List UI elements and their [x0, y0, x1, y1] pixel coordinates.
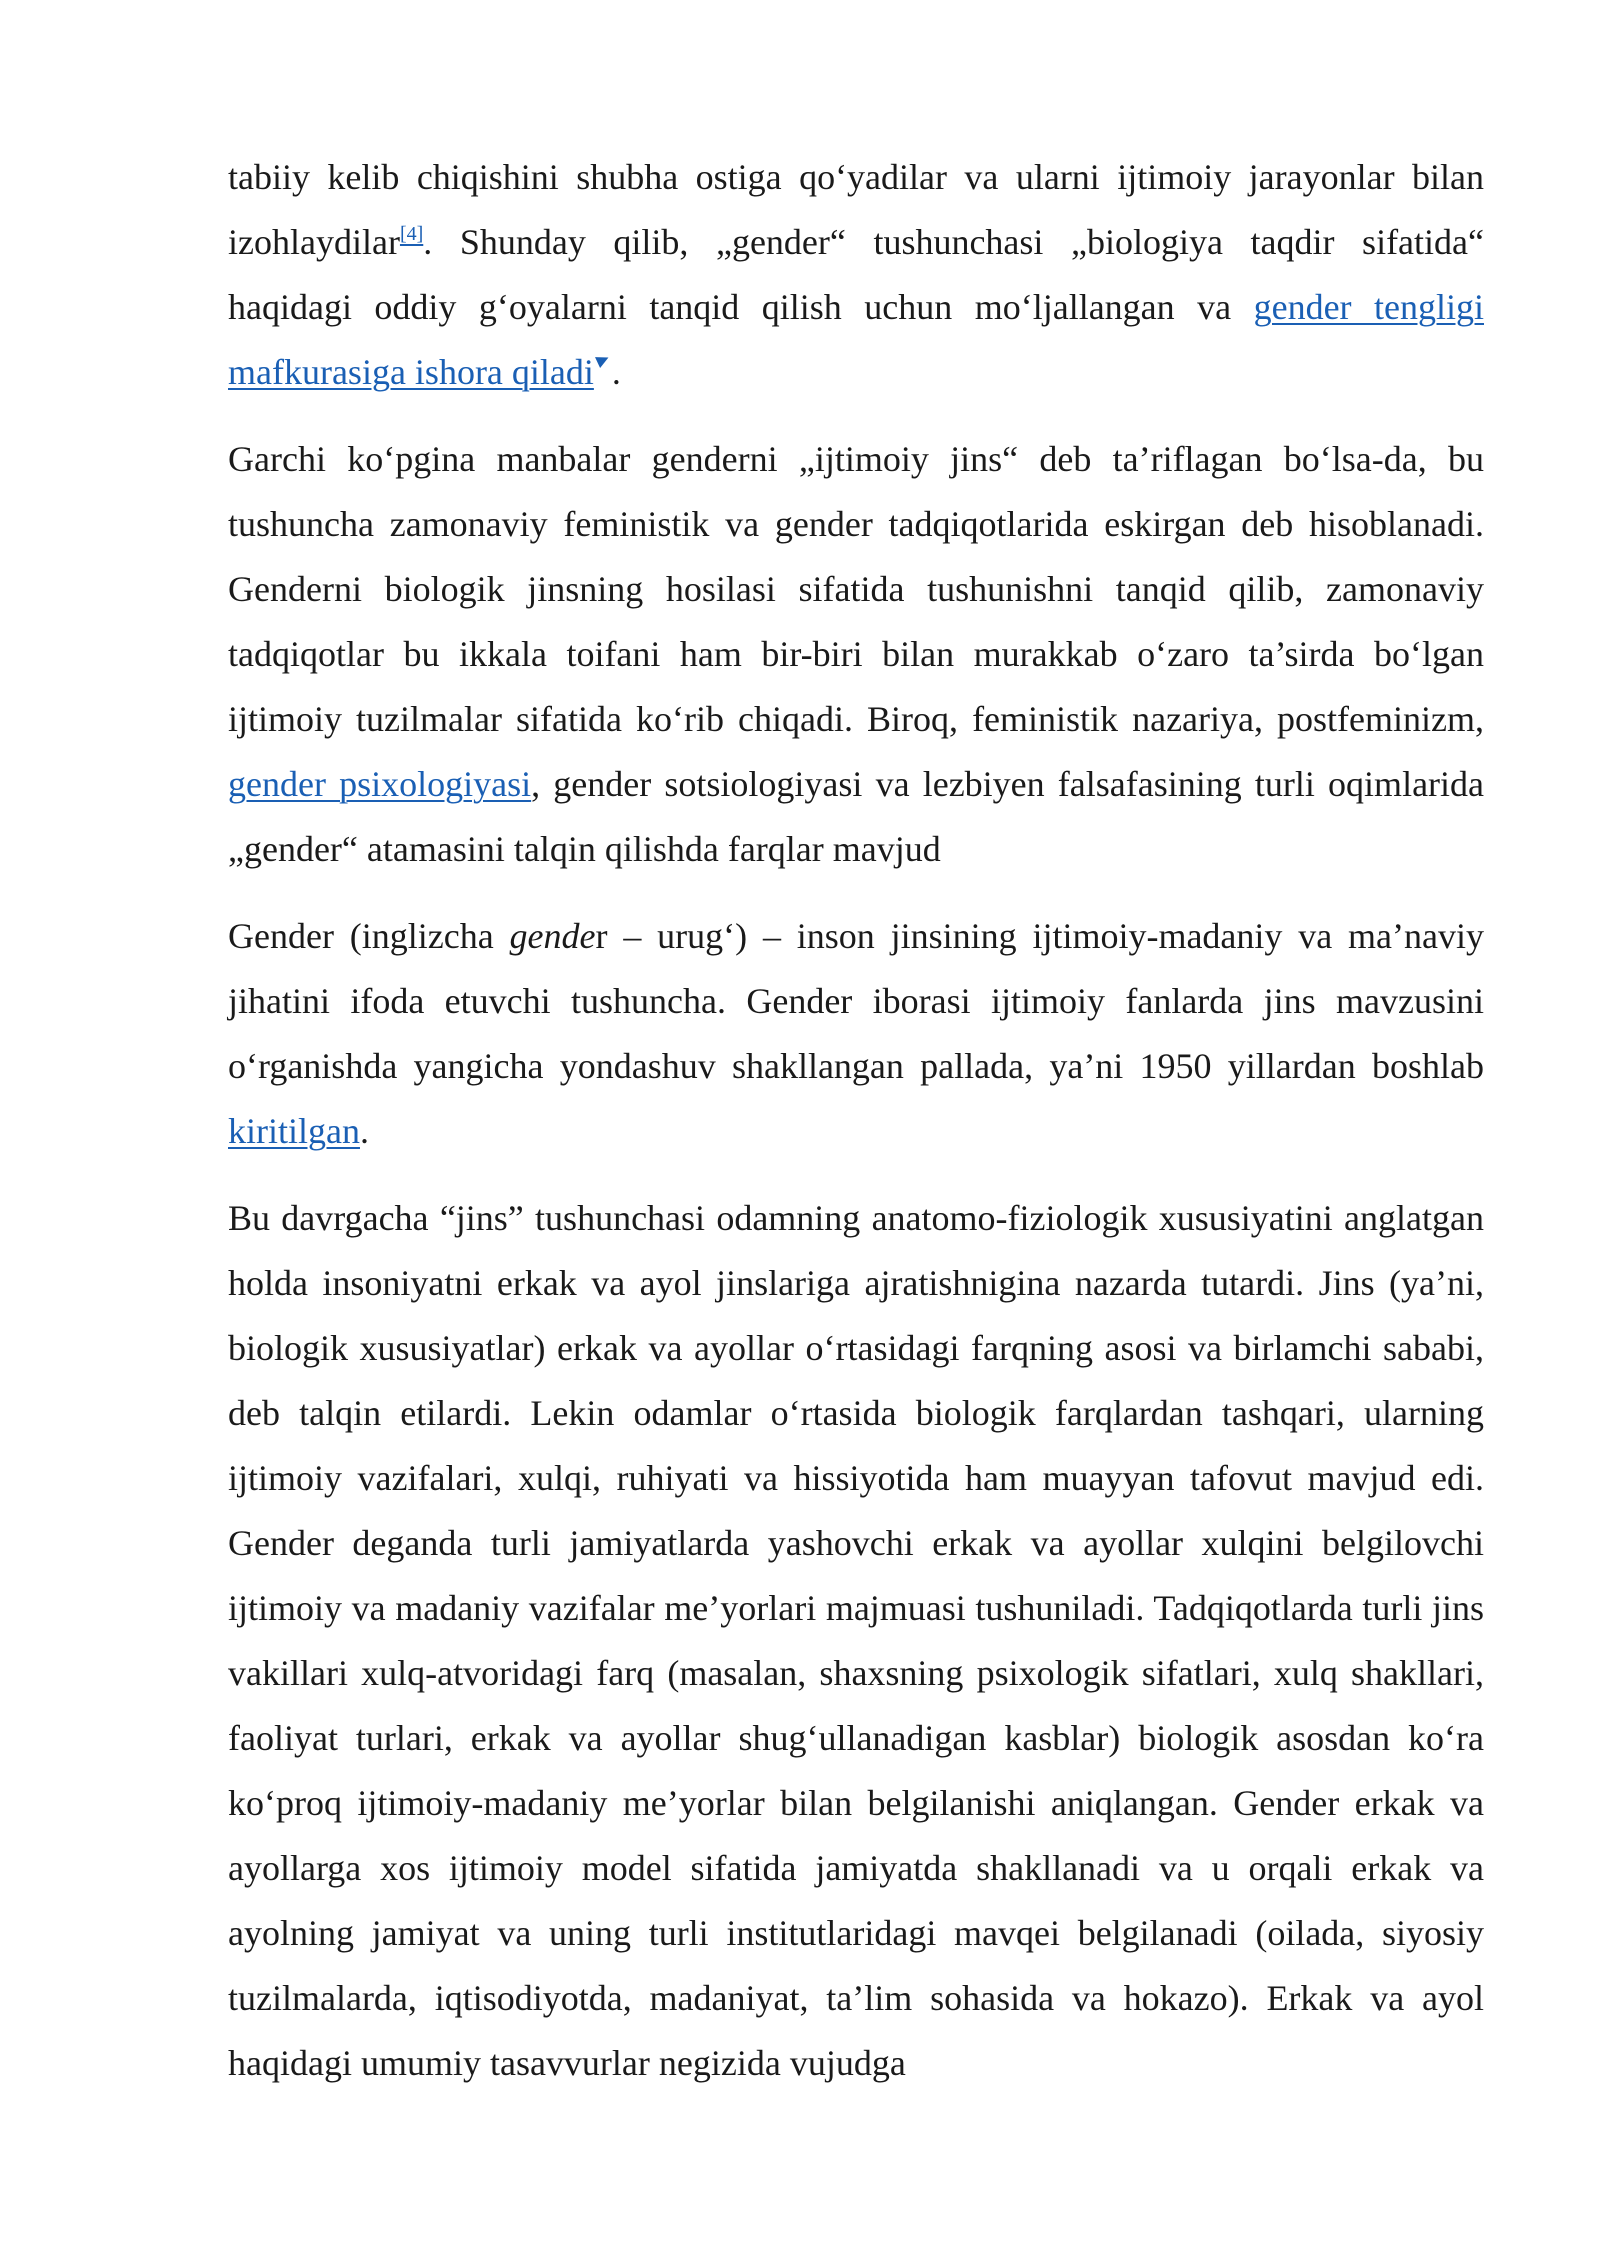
paragraph-1-text-a: tabiiy kelib chiqishini shubha ostiga qo‘yadilar va ularni ijtimoiy jarayonlar bilan izohlaydilar — [228, 157, 1484, 262]
paragraph-1-text-c: . — [611, 352, 621, 392]
paragraph-3-text-a: Gender (inglizcha — [228, 916, 510, 956]
paragraph-3 — [228, 904, 1484, 1164]
gender-word-italic: gende — [509, 916, 596, 956]
paragraph-4 — [228, 1186, 1484, 2096]
document-page — [228, 145, 1484, 2118]
footnote-ref-4[interactable]: [4] — [399, 223, 424, 245]
paragraph-1-text-b: . Shunday qilib, „gender“ tushunchasi „biologiya taqdir sifatida“ haqidagi oddiy g‘oyalarni tanqid qilish uchun mo‘ljallangan va — [228, 222, 1484, 327]
paragraph-2-text-a: Garchi ko‘pgina manbalar genderni „ijtimoiy jins“ deb ta’riflagan bo‘lsa-da, bu tushuncha zamonaviy feministik va gender tadqiqotlarida eskirgan deb hisoblanadi. Genderni biologik jinsning hosilasi sifatida tushunishni tanqid qilib, zamonaviy tadqiqotlar bu ikkala toifani ham bir-biri bilan murakkab o‘zaro ta’sirda bo‘lgan ijtimoiy tuzilmalar sifatida ko‘rib chiqadi. Biroq, feministik nazariya, postfeminizm, — [228, 439, 1484, 739]
paragraph-2 — [228, 427, 1484, 882]
paragraph-4-text: Bu davrgacha “jins” tushunchasi odamning anatomo-fiziologik xususiyatini anglatgan holda insoniyatni erkak va ayol jinslariga ajratishnigina nazarda tutardi. Jins (ya’ni, biologik xususiyatlar) erkak va ayollar o‘rtasidagi farqning asosi va birlamchi sababi, deb talqin etilardi. Lekin odamlar o‘rtasida biologik farqlardan tashqari, ularning ijtimoiy vazifalari, xulqi, ruhiyati va hissiyotida ham muayyan tafovut mavjud edi. Gender deganda turli jamiyatlarda yashovchi erkak va ayollar xulqini belgilovchi ijtimoiy va madaniy vazifalar me’yorlari majmuasi tushuniladi. Tadqiqotlarda turli jins vakillari xulq-atvoridagi farq (masalan, shaxsning psixologik sifatlari, xulq shakllari, faoliyat turlari, erkak va ayollar shug‘ullanadigan kasblar) biologik asosdan ko‘ra ko‘proq ijtimoiy-madaniy me’yorlar bilan belgilanishi aniqlangan. Gender erkak va ayollarga xos ijtimoiy model sifatida jamiyatda shakllanadi va u orqali erkak va ayolning jamiyat va uning turli institutlaridagi mavqei belgilanadi (oilada, siyosiy tuzilmalarda, iqtisodiyotda, madaniyat, ta’lim sohasida va hokazo). Erkak va ayol haqidagi umumiy tasavvurlar negizida vujudga — [228, 1198, 1484, 2083]
paragraph-2-text-b: , gender sotsiologiyasi va lezbiyen falsafasining turli oqimlarida „gender“ atamasini talqin qilishda farqlar mavjud — [228, 764, 1485, 869]
introduced-link[interactable]: kiritilgan — [228, 1111, 360, 1151]
paragraph-3-text-c: . — [359, 1111, 369, 1151]
gender-equality-link-text[interactable]: gender tengligi mafkurasiga ishora qiladi — [228, 287, 1484, 392]
external-arrow-icon — [595, 352, 611, 368]
paragraph-1 — [228, 145, 1484, 405]
gender-psychology-link[interactable]: gender psixologiyasi — [228, 764, 532, 804]
paragraph-3-text-b: r – urug‘) – inson jinsining ijtimoiy-madaniy va ma’naviy jihatini ifoda etuvchi tushuncha. Gender iborasi ijtimoiy fanlarda jins mavzusini o‘rganishda yangicha yondashuv shakllangan pallada, ya’ni 1950 yillardan boshlab — [228, 916, 1484, 1086]
